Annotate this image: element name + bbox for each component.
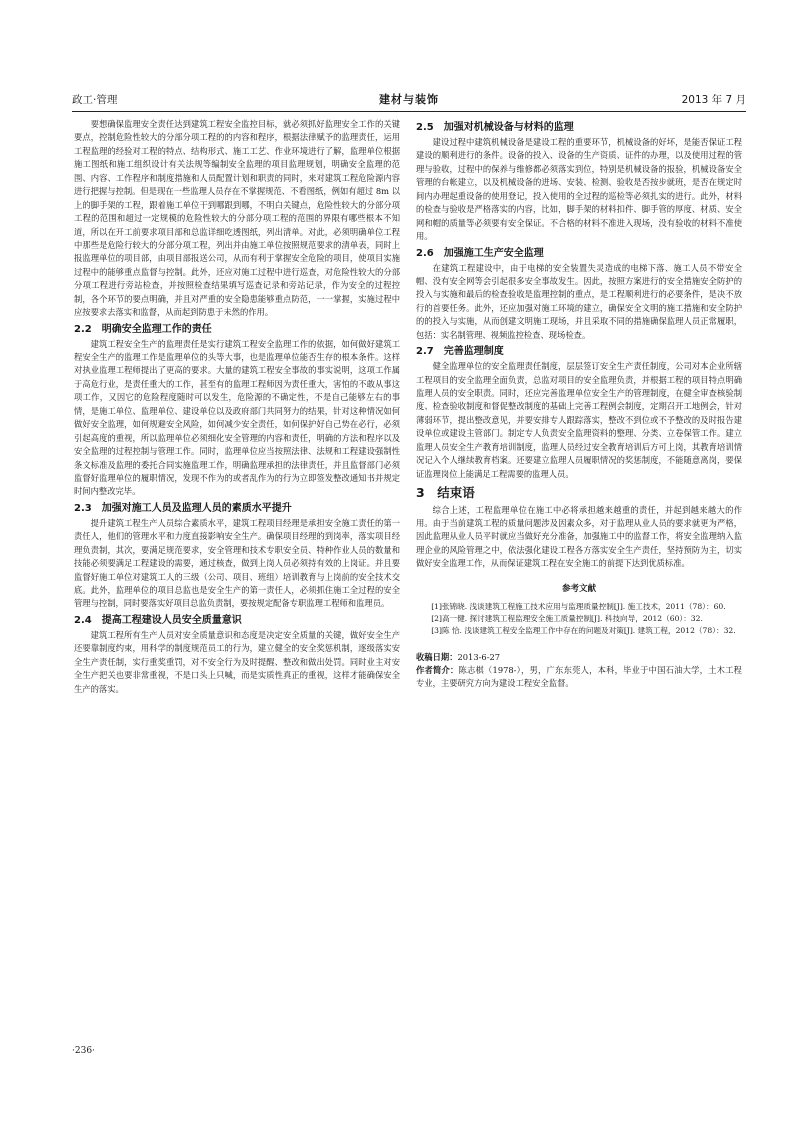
conclusion-heading: 3 结束语 (416, 485, 475, 501)
page-number: ·236· (72, 1046, 95, 1056)
author-bio (416, 664, 742, 691)
issue-date: 2013 年 7 月 (681, 94, 746, 106)
header-rule (72, 111, 746, 112)
author-value: 陈志棋（1978-），男，广东东莞人，本科，毕业于中国石油大学，土木工程专业，主要研究方向为建设工程安全监督。 (416, 665, 742, 689)
received-date (416, 651, 742, 664)
reference-item: [3]陈 恰. 浅谈建筑工程安全监理工作中存在的问题及对策[J]. 建筑工程，2012（78）：32. (431, 625, 736, 635)
section-2-7-heading: 2.7 完善监理制度 (416, 346, 504, 358)
reference-item: [1]张锦晓. 浅谈建筑工程施工技术应用与监理质量控制[J]. 施工技术，2011（78）：60. (431, 601, 726, 611)
section-2-4-body: 建筑工程所有生产人员对安全质量意识和态度是决定安全质量的关键，做好安全生产还要靠制度约束，用科学的制度规范员工的行为，建立健全的安全奖惩机制，逐级落实安全生产责任制，实行重奖重罚，对不安全行为及时提醒、整改和做出处罚。同时业主对安全生产把关也要非常重视，不是口头上只喊，而是实质性真正的重视，这样才能确保安全生产的落实。 (74, 629, 400, 694)
section-2-5-heading: 2.5 加强对机械设备与材料的监理 (416, 122, 574, 133)
article-meta (416, 651, 742, 691)
section-2-4-heading: 2.4 提高工程建设人员安全质量意识 (74, 614, 242, 626)
intro-paragraph: 要想确保监理安全责任达到建筑工程安全监控目标，就必须抓好监理安全工作的关键要点，控制危险性较大的分部分项工程的的内容和程序，根据法律赋予的监理责任，运用工程监理的经验对工程的特点、结构形式、施工工艺、作业环境进行了解，监理单位根据施工图纸和施工组织设计有关法规等编制安全监理的项目监理规划，明确安全监理的范围、内容、工作程序和制度措施和人员配置计划和职责的同时，来对建筑工程危险源内容进行把握与控制。但是现在一些监理人员存在不掌握规范、不看图纸，例如有超过 8m 以上的脚手架的工程，跟着施工单位干到哪跟到哪，不明白关键点，危险性较大的分部分项工程的范围和超过一定规模的危险性较大的分部分项工程的范围的界限有哪些根本不知道，所以在开工前要求项目部和总监详细吃透图纸，列出清单。对此，必须明确单位工程中那些是危险行较大的分部分项工程，列出并由施工单位按照规范要求的清单表，同时上报监理单位的项目部，由项目部报送公司，从而有利于掌握安全危险的项目，使项目实施过程中的能够重点监督与控制。此外，还应对施工过程中进行巡查，对危险性较大的分部分项工程进行旁站检查，并按照检查结果填写巡查记录和旁站记录，作为安全的过程控制，各个环节的要点明确，并且对严重的安全隐患能够重点防范，一一掌握，实施过程中应按要求去落实和监督，从而起到防患于未然的作用。 (74, 119, 400, 318)
running-header (72, 92, 746, 110)
section-label: 政工·管理 (72, 94, 118, 106)
references-title: 参考文献 (561, 583, 596, 594)
journal-title: 建材与装饰 (379, 93, 439, 106)
section-2-5-body: 建设过程中建筑机械设备是建设工程的重要环节，机械设备的好坏，是能否保证工程建设的顺利进行的条件。设备的投入、设备的生产资质、证件的办理，以及使用过程的管理与验收，过程中的保养与维修都必须落实到位，特别是机械设备的报验，机械设备安全管理的台帐建立，以及机械设备的进场、安装、检测、验收是否按步就班，是否在规定时间内办理起重设备的使用登记，投入使用的全过程的巡检等必须扎实的进行。此外，材料的检查与验收是严格落实的内容，比如，脚手架的材料扣件、脚手管的厚度、材质、安全网和帽的质量等必须要有安全保证。不合格的材料不准进入现场，没有验收的材料不准使用。 (416, 137, 742, 242)
conclusion-body: 综合上述，工程监理单位在施工中必将承担越来越重的责任，并起到越来越大的作用。由于当前建筑工程的质量问题涉及因素众多，对于监理从业人员的要求就更为严格，因此监理从业人员平时就应当做好充分准备，加强施工中的监督工作，将安全监理纳入监理企业的风险管理之中，依法强化建设工程各方落实安全生产责任，坚持预防为主，切实做好安全监理工作，从而保证建筑工程在安全施工的前提下达到优质标准。 (416, 504, 742, 569)
received-label: 收稿日期： (416, 651, 458, 662)
section-2-3-body: 提升建筑工程生产人员综合素质水平，建筑工程项目经理是承担安全施工责任的第一责任人，他们的管理水平和力度直接影响安全生产。确保项目经理的到岗率，落实项目经理负责制，其次，要满足规范要求，安全管理和技术专职安全员、特种作业人员的数量和技能必须要满足工程建设的需要，通过核查，做到上岗人员必须持有效的上岗证。并且要监督好施工单位对建筑工人的三级（公司、项目、班组）培训教育与上岗前的安全技术交底。此外，监理单位的项目总监也是安全生产的第一责任人，必须抓住施工全过程的安全管理与控制，同时要落实好项目总监负责制，要按规定配备专职监理工程师和监理员。 (74, 517, 400, 609)
section-2-2-heading: 2.2 明确安全监理工作的责任 (74, 323, 212, 335)
reference-item: [2]高一健. 探讨建筑工程监理安全施工质量控制[J]. 科技向导，2012（60）：32. (431, 613, 703, 623)
section-2-2-body: 建筑工程安全生产的监理责任是实行建筑工程安全监理工作的依据，如何做好建筑工程安全生产的监理工作是监理单位的头等大事，也是监理单位能否生存的根本条件。这样对执业监理工程师提出了更高的要求。大量的建筑工程安全事故的事实说明，这项工作属于高危行业，是责任重大的工作，甚至有的监理工程师因为责任重大，害怕的不敢从事这项工作，又因它的危险程度随时可以发生，危险源的不确定性，不是自己能够左右的事情，是施工单位、监理单位、建设单位以及政府部门共同努力的结果，针对这种情况如何做好安全监理，如何规避安全风险，如何减少安全责任，如何保护好自己势在必行，必须引起高度的重视，所以监理单位必须细化安全管理的内容和责任，明确的方法和程序以及安全监理的过程控制与管理工作。同时，监理单位应当按照法律、法规和工程建设强制性条文标准及监理的委托合同实施监理工作，明确监理承担的法律责任，并且监督部门必须监督好监理单位的履职情况，发现不作为的或者乱作为的行为立即签发整改通知书并规定时间内整改完毕。 (74, 338, 400, 497)
section-2-3-heading: 2.3 加强对施工人员及监理人员的素质水平提升 (74, 502, 292, 514)
right-column (416, 118, 742, 691)
section-2-6-heading: 2.6 加强施工生产安全监理 (416, 247, 544, 259)
section-2-6-body: 在建筑工程建设中，由于电梯的安全装置失灵造成的电梯下落、施工人员不带安全帽、没有安全网等会引起很多安全事故发生。因此，按照方案进行的安全措施安全防护的投入与实施和最后的检查验收是监理控制的重点，是工程顺利进行的必要条件，是决不放行的首要任务。此外，还应加强对施工环境的建立，确保安全文明的施工措施和安全防护的的投入与实施，从而创建文明施工现场，并且采取不同的措施确保监理人员正常履职，包括：实名制管理、视频监控检查、现场检查。 (416, 262, 742, 340)
received-value: 2013-6-27 (457, 651, 501, 662)
left-column (74, 118, 400, 696)
author-label: 作者简介： (416, 665, 459, 676)
section-2-7-body: 健全监理单位的安全监理责任制度，层层签订安全生产责任制度，公司对本企业所辖工程项目的安全监理全面负责，总监对项目的安全监理负责，并根据工程的项目特点明确监理人员的安全职责。同时，还应完善监理单位安全生产的管理制度，在健全审查核验制度、检查验收制度和督促整改制度的基础上完善工程例会制度，定期召开工地例会，针对薄弱环节，提出整改意见，并要安排专人跟踪落实，整改不到位或不予整改的及时报告建设单位或建设主管部门。制定专人负责安全监理资料的整理、分类、立卷保管工作。建立监理人员安全生产教育培训制度，监理人员经过安全教育培训后方可上岗，其教育培训情况记入个人继续教育档案。还要建立监理人员履职情况的奖惩制度，不能随意离岗，要保证监理岗位上能满足工程需要的监理人员。 (416, 361, 742, 479)
